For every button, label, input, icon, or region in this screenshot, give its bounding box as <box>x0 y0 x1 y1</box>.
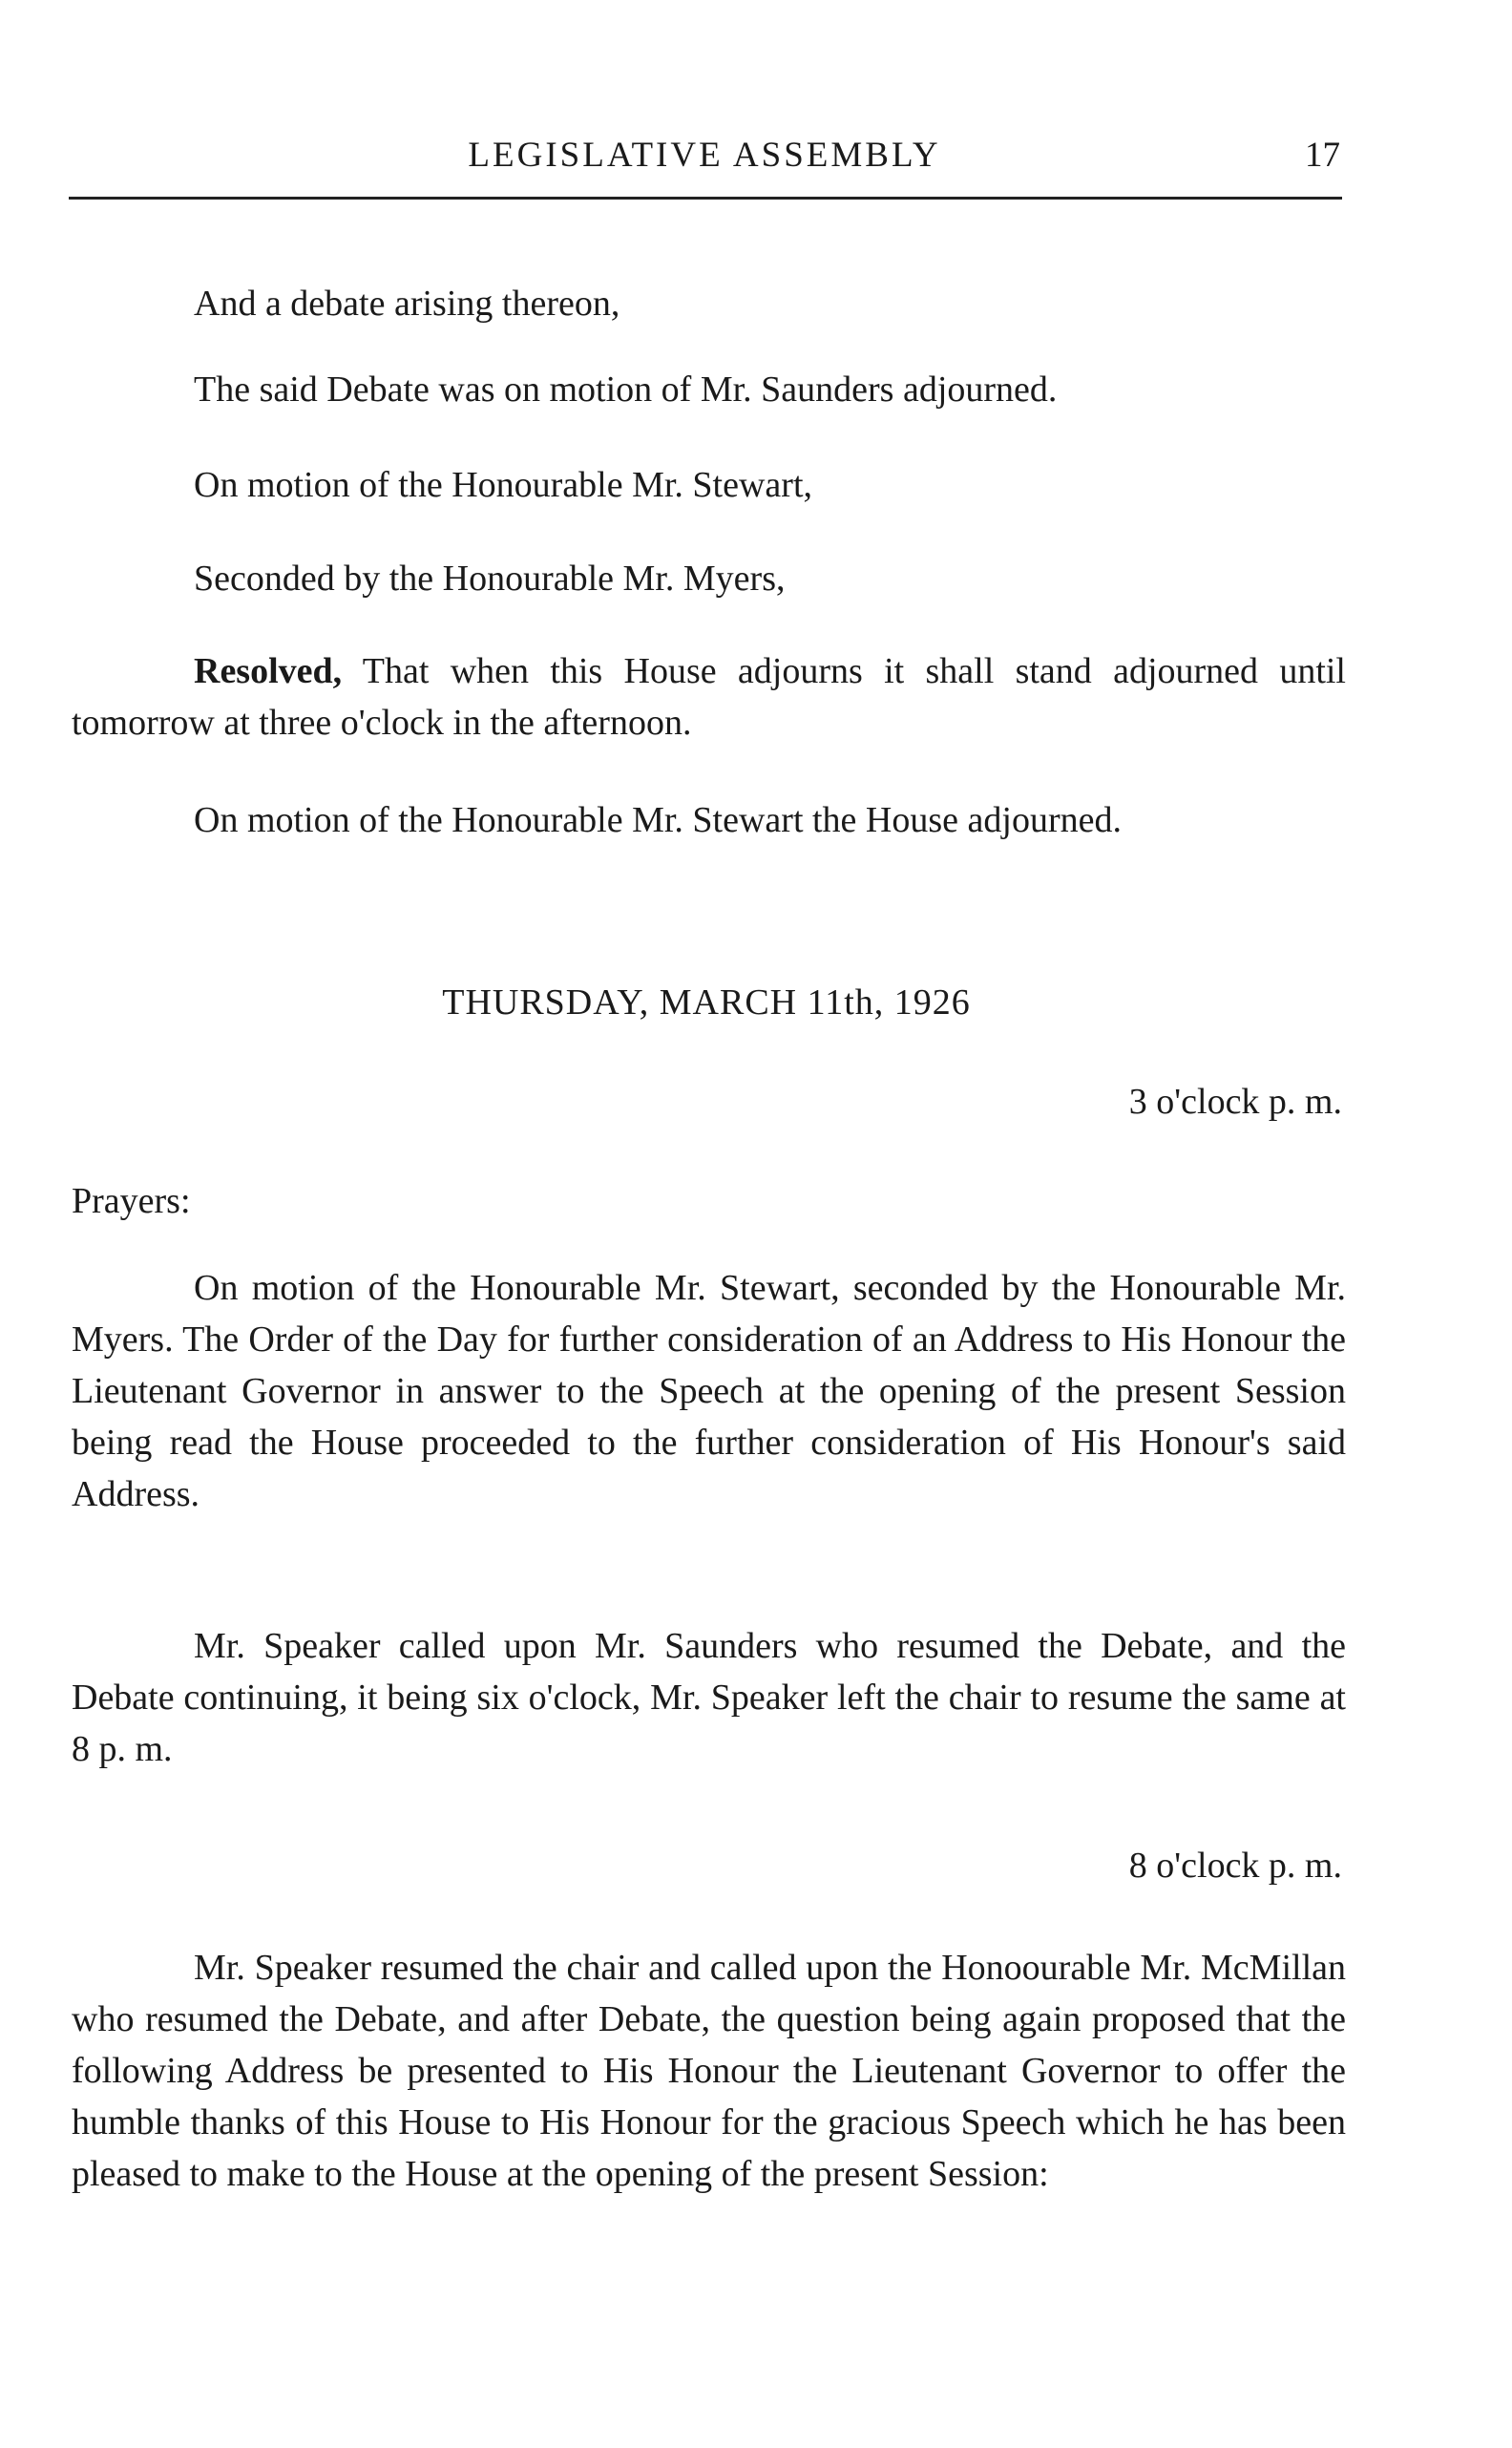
running-title: LEGISLATIVE ASSEMBLY <box>468 136 941 175</box>
header-rule <box>69 197 1342 200</box>
order-of-day-text: On motion of the Honourable Mr. Stewart, seconded by the Honourable Mr. Myers. The Order of the Day for further consideration of an Address to His Honour the Lieutenant Governor in answer to the Speech at the opening of the present Session being read the House proceeded to the further consideration of His Honour's said Address. <box>72 1268 1346 1514</box>
time-afternoon: 3 o'clock p. m. <box>1128 1082 1342 1122</box>
paragraph-resolved <box>72 645 1346 749</box>
prayers-label: Prayers: <box>72 1181 191 1221</box>
page-number: 17 <box>1305 136 1340 175</box>
paragraph-speaker-six-oclock <box>72 1620 1346 1775</box>
paragraph-seconded-myers: Seconded by the Honourable Mr. Myers, <box>194 559 786 599</box>
speaker-six-oclock-text: Mr. Speaker called upon Mr. Saunders who resumed the Debate, and the Debate continuing, it being six o'clock, Mr. Speaker left the chair to resume the same at 8 p. m. <box>72 1626 1346 1769</box>
house-adjourned-text: On motion of the Honourable Mr. Stewart the House adjourned. <box>194 800 1122 840</box>
paragraph-motion-stewart: On motion of the Honourable Mr. Stewart, <box>194 465 813 505</box>
paragraph-speaker-resumed <box>72 1942 1346 2200</box>
date-heading: THURSDAY, MARCH 11th, 1926 <box>442 982 971 1023</box>
paragraph-house-adjourned <box>72 794 1346 846</box>
time-evening: 8 o'clock p. m. <box>1128 1846 1342 1886</box>
speaker-resumed-text: Mr. Speaker resumed the chair and called upon the Honoourable Mr. McMillan who resumed the Debate, and after Debate, the question being again proposed that the following Address be presented to His Honour the Lieutenant Governor to offer the humble thanks of this House to His Honour for the gracious Speech which he has been pleased to make to the House at the opening of the present Session: <box>72 1948 1346 2194</box>
paragraph-debate-adjourned: The said Debate was on motion of Mr. Saunders adjourned. <box>194 369 1058 410</box>
running-head <box>69 132 1340 179</box>
paragraph-order-of-day <box>72 1262 1346 1520</box>
resolved-text: That when this House adjourns it shall stand adjourned until tomorrow at three o'clock in the afternoon. <box>72 651 1346 743</box>
paragraph-debate-arising: And a debate arising thereon, <box>194 284 620 324</box>
resolved-label: Resolved, <box>194 651 343 691</box>
